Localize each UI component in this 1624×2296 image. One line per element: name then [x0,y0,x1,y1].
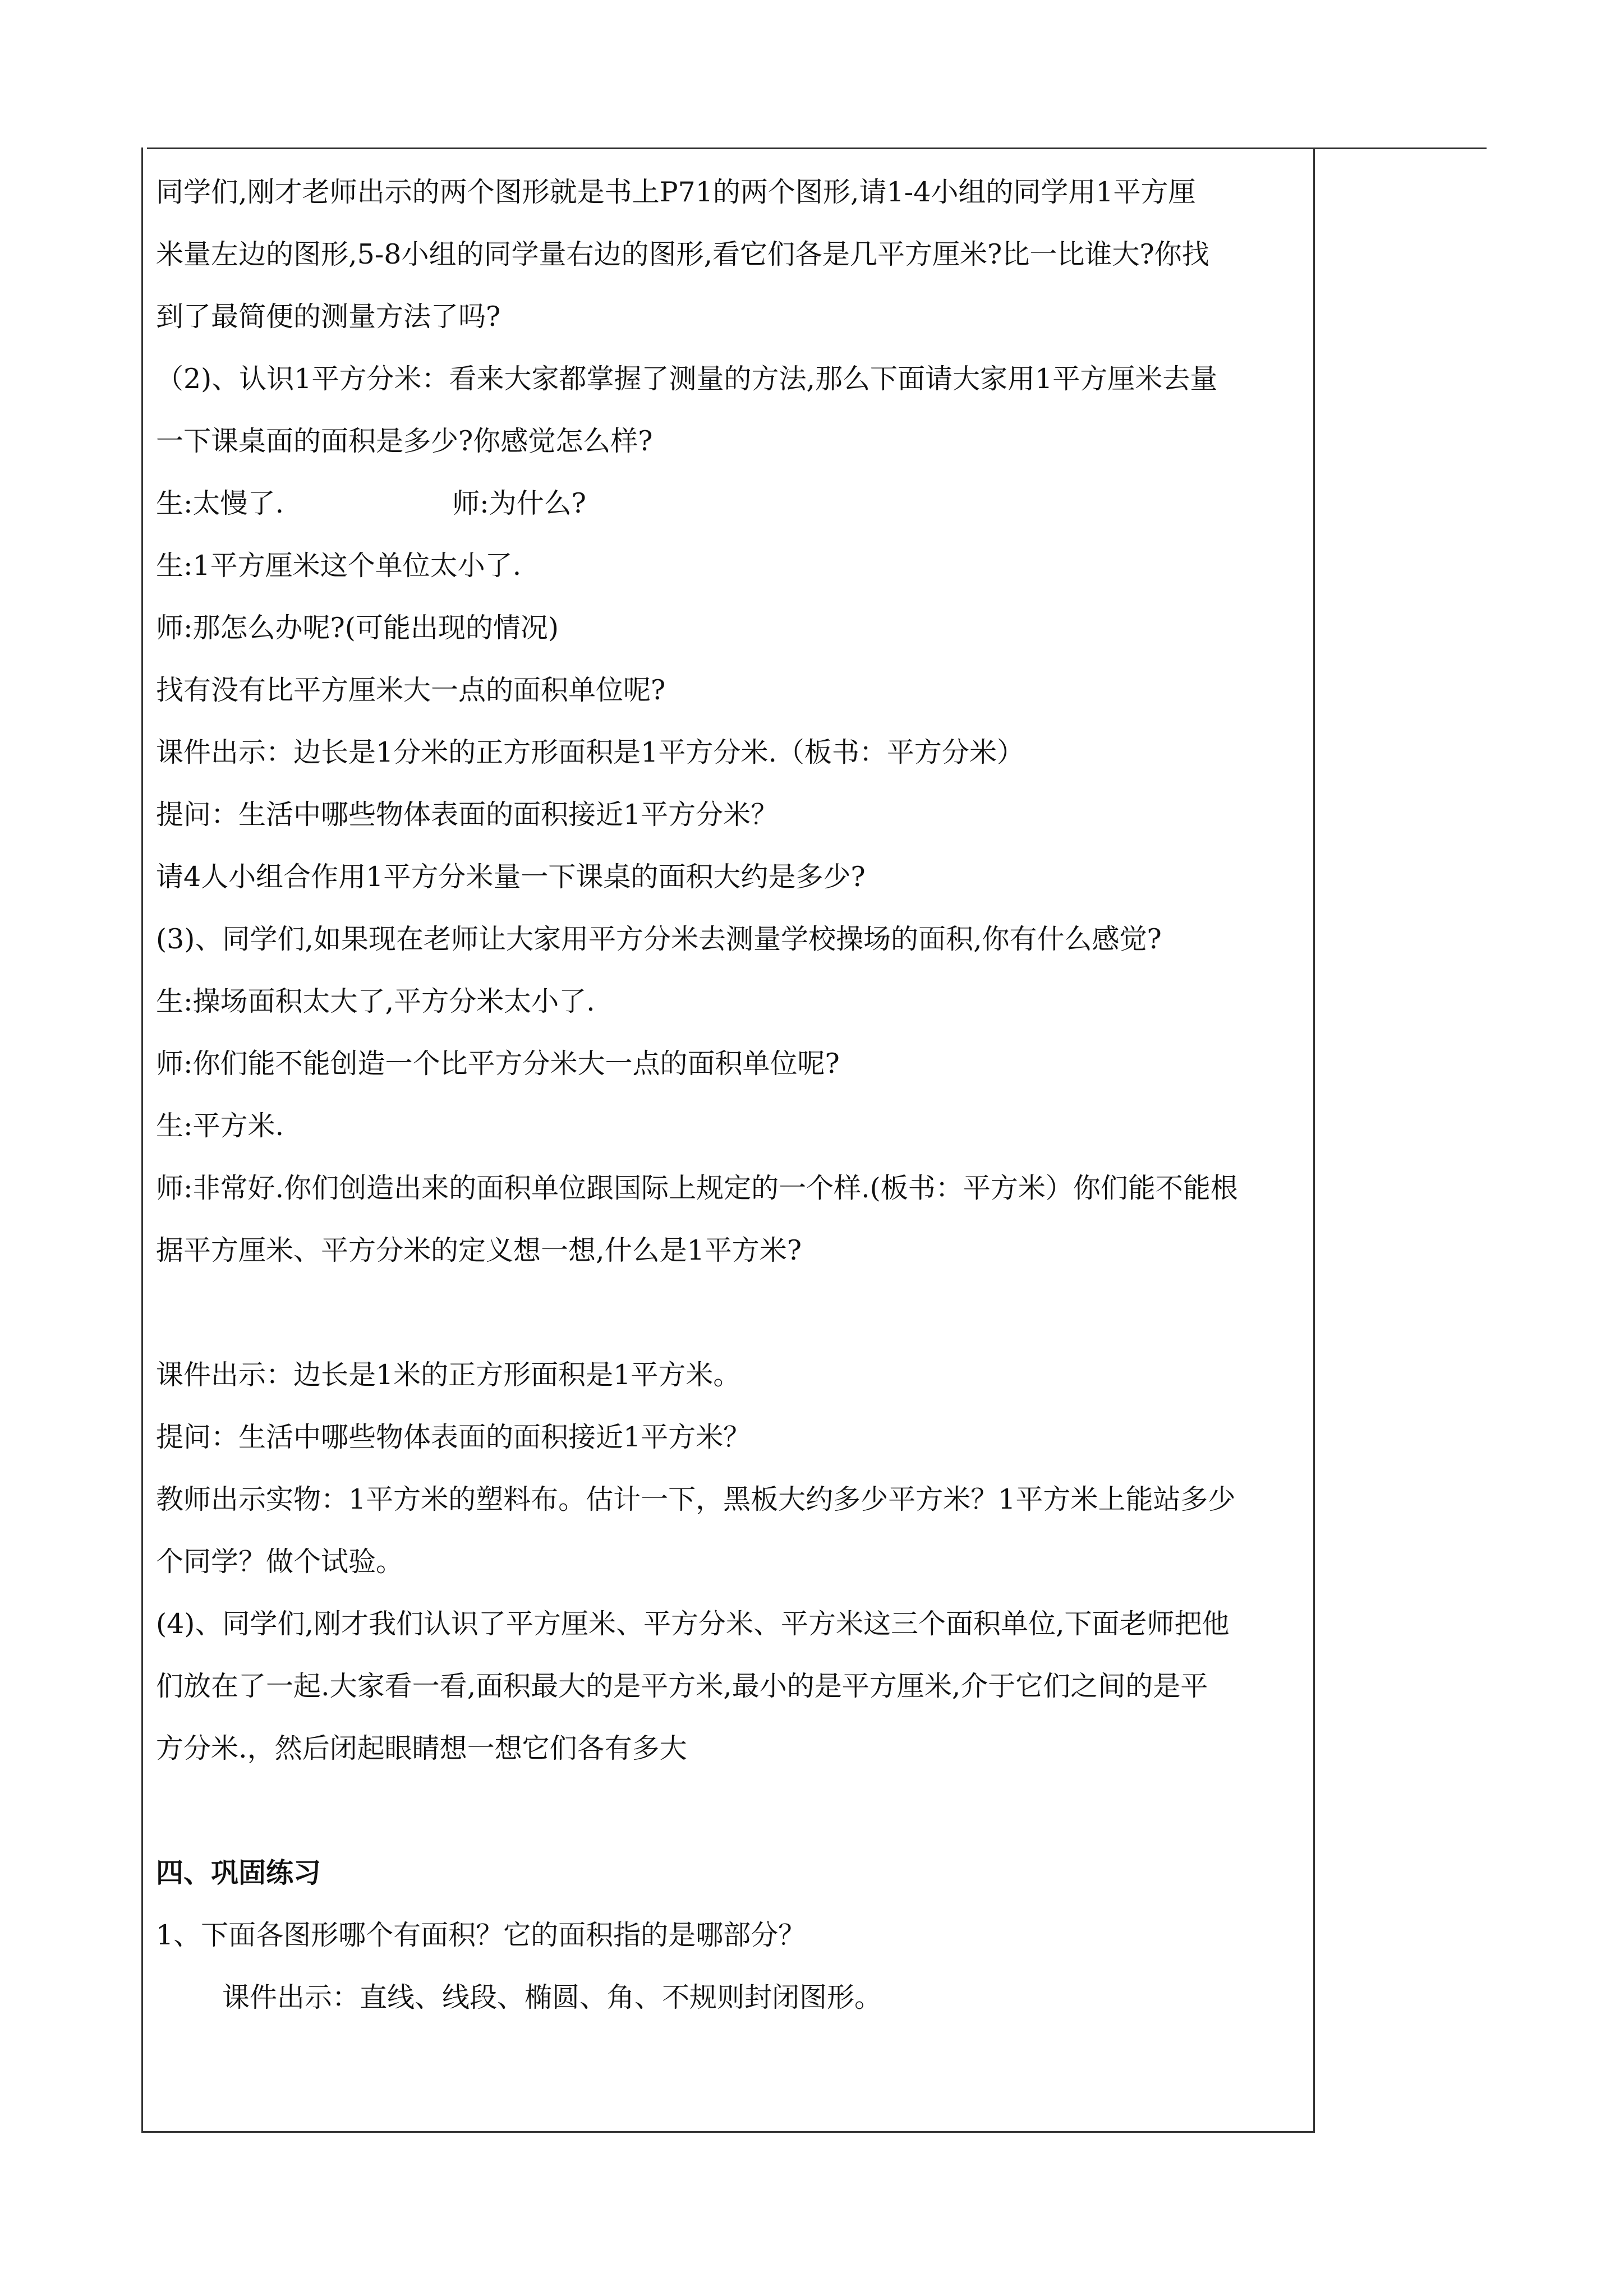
text-line: 们放在了一起.大家看一看,面积最大的是平方米,最小的是平方厘米,介于它们之间的是平 [156,1670,1208,1702]
text-line: 据平方厘米、平方分米的定义想一想,什么是1平方米? [156,1234,802,1266]
lesson-content [156,161,1303,2028]
text-line: 到了最简便的测量方法了吗? [156,301,501,333]
text-line: 生:平方米. [156,1110,284,1142]
text-line: （2)、认识1平方分米：看来大家都掌握了测量的方法,那么下面请大家用1平方厘米去量 [156,363,1218,395]
text-line: 教师出示实物：1平方米的塑料布。估计一下，黑板大约多少平方米？1平方米上能站多少 [156,1483,1236,1515]
text-line: 课件出示：边长是1米的正方形面积是1平方米。 [156,1359,741,1391]
text-line: 同学们,刚才老师出示的两个图形就是书上P71的两个图形,请1-4小组的同学用1平方厘 [156,176,1196,208]
text-line: (3)、同学们,如果现在老师让大家用平方分米去测量学校操场的面积,你有什么感觉? [156,923,1162,955]
blank-line [156,1281,1303,1344]
text-line: 请4人小组合作用1平方分米量一下课桌的面积大约是多少? [156,861,866,893]
text-line: 生:操场面积太大了,平方分米太小了. [156,985,595,1017]
text-line: 米量左边的图形,5-8小组的同学量右边的图形,看它们各是几平方厘米?比一比谁大?你找 [156,238,1209,270]
dialogue-line [156,472,1303,534]
text-line: 师:那怎么办呢?(可能出现的情况) [156,612,559,644]
text-line: 师:非常好.你们创造出来的面积单位跟国际上规定的一个样.(板书：平方米）你们能不能根 [156,1172,1238,1204]
section-heading: 四、巩固练习 [156,1856,321,1889]
exercise-note: 课件出示：直线、线段、椭圆、角、不规则封闭图形。 [222,1981,882,2013]
text-line: 课件出示：边长是1分米的正方形面积是1平方分米.（板书：平方分米） [156,736,1024,768]
teacher-question: 师:为什么? [452,487,586,519]
text-line: 提问：生活中哪些物体表面的面积接近1平方米？ [156,1421,751,1453]
text-line: 师:你们能不能创造一个比平方分米大一点的面积单位呢? [156,1048,840,1080]
text-line: 个同学？做个试验。 [156,1546,404,1578]
text-line: (4)、同学们,刚才我们认识了平方厘米、平方分米、平方米这三个面积单位,下面老师把他 [156,1608,1230,1640]
text-line: 一下课桌面的面积是多少?你感觉怎么样? [156,425,653,457]
text-line: 找有没有比平方厘米大一点的面积单位呢? [156,674,666,706]
text-line: 生:1平方厘米这个单位太小了. [156,550,522,582]
exercise-question: 1、下面各图形哪个有面积？它的面积指的是哪部分？ [156,1919,806,1951]
blank-line [156,1779,1303,1842]
text-line: 提问：生活中哪些物体表面的面积接近1平方分米？ [156,799,779,831]
student-reply: 生:太慢了. [156,487,284,519]
text-line: 方分米.，然后闭起眼睛想一想它们各有多大 [156,1732,687,1764]
